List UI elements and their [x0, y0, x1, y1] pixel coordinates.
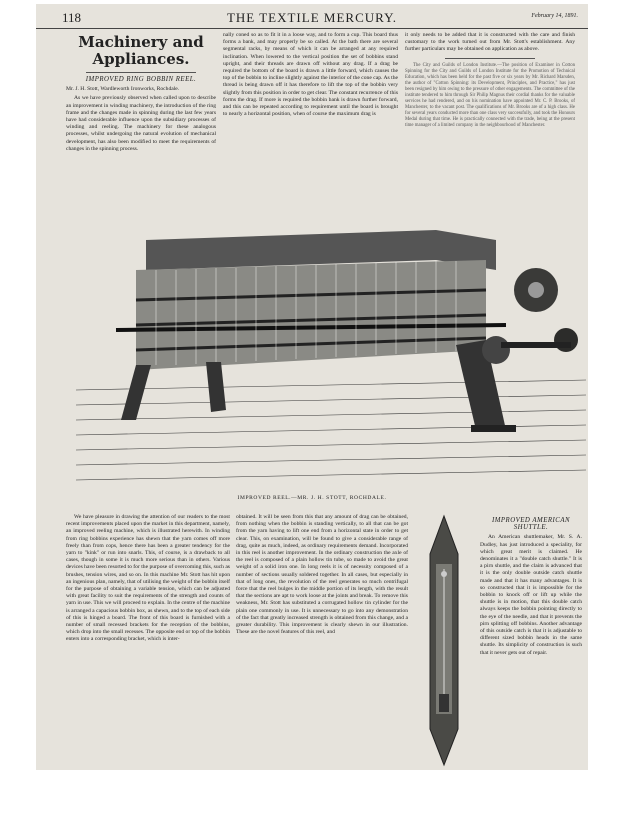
column-1-top	[66, 32, 216, 214]
article-heading: IMPROVED RING BOBBIN REEL.	[85, 76, 197, 83]
divider	[445, 58, 535, 59]
institute-notice: The City and Guilds of London Institute.—The position of Examiner in Cotton Spinning for the City and Guilds of London Institute for the Promotion of Technical Education, which has been held for the past five or six years by Mr. Richard Marsden, the author of "Cotton Spinning: its Development, Principles, and Practice," has just been resigned by him owing to the pressure of other engagements. The committee of the institute tendered to him through Sir Philip Magnus their cordial thanks for the valuable services he had rendered, and on his nomination have appointed Mr. C. P. Brooks, of Manchester, to the vacant post. The qualifications of Mr. Brooks are of a high class. He for several years conducted more than one class very successfully, and took the Honours Medal during that time. He is practically connected with the trade, being at the present time manager of a limited company in the neighbourhood of Manchester.	[405, 62, 575, 128]
figure-caption: IMPROVED REEL.—MR. J. H. STOTT, ROCHDALE.	[237, 495, 387, 501]
article-paragraph: We have pleasure in drawing the attention of our readers to the most recent improvements placed upon the market in this department, namely, an improved reeling machine, which is illustrated herewith. In winding from ring bobbins experience has shewn that the yarn comes off more freely than from cops, hence there has been a greater tendency for the yarn to "kink" or run into snarls. This, of course, is a drawback to all cases, though in some it is much more serious than in others. Various devices have been resorted to for the purpose of overcoming this, such as brushes, tension wires, and so on. In this machine Mr. Stott has hit upon an ingenious plan, namely, that of utilising the weight of the bobbin itself for the purpose of obtaining a variable tension, which can be adjusted with great facility to suit the requirements of the strength and counts of yarn in use. This we will proceed to explain. In the centre of the machine is arranged a capacious bobbin box, as shewn, and to the top of each side of this is hinged a board. The front of this board is furnished with a number of small recessed brackets for the reception of the bobbins, which drop into the small recesses. The opposite end or top of the bobbin enters into a corresponding bracket, which is inter-	[66, 514, 230, 643]
article-paragraph: nally coned so as to fit it in a loose way, and to form a cup. This board thus forms a bank, and may properly be so called. At the bath there are several segmental racks, by means of which it can be arranged at any required inclination. When lowered to the vertical position the set of bobbins stand upright, and their threads are drawn off without any drag. If a drag be required the bottom of the board is drawn a little forward, which causes the top of the bobbin to incline slightly against the interior of the cone cap. As the thread is being drawn off it has therefore to lift the top of the bobbin very slightly from this position in order to get clear. The constant recurrence of this forms the drag. If more is required the bobbin bank is drawn further forward, and this can be repeated according to requirement until the board is brought to nearly a horizontal position, when of course the maximum drag is	[223, 32, 398, 118]
article-paragraph: An American shuttlemaker, Mr. S. A. Dudley, has just introduced a speciality, for which great merit is claimed. He denominates it a "double catch shuttle." It is a pirn shuttle, and the claim is advanced that it is the only double outside catch shuttle made and that it has many advantages. It is so constructed that it is impossible for the bobbin to knock off or lift up while the shuttle is in motion, that this double catch always keeps the bobbin pointing directly to the eye of the needle, and that it prevents the pirn splitting off bobbins. Another advantage of this outside catch is that it is adjustable to different sized bobbin heads in the same shuttle. Its simplicity of construction is such that it never gets out of repair.	[480, 534, 582, 656]
page-number: 118	[62, 10, 82, 25]
column-2-top	[223, 32, 398, 214]
newspaper-page	[36, 4, 588, 770]
column-1-bottom	[66, 514, 230, 769]
article-byline: Mr. J. H. Stott, Wardleworth Ironworks, Rochdale.	[66, 86, 180, 93]
column-2-bottom	[236, 514, 408, 769]
divider	[86, 72, 196, 73]
column-3-top	[405, 32, 575, 214]
article-paragraph: As we have previously observed when called upon to describe an improvement in winding machinery, the introduction of the ring frame and the changes made in spinning during the last few years have had considerable influence upon the subsidiary processes of winding and reeling. The machinery for these analogous processes, whilst undergoing the natural evolution of mechanical development, has also been modified to meet the requirements of changes in the spinning process.	[66, 95, 216, 152]
section-title	[66, 34, 216, 68]
journal-title: THE TEXTILE MERCURY.	[226, 10, 398, 25]
issue-date: February 14, 1891.	[531, 13, 578, 19]
reel-machine-illustration	[76, 230, 586, 488]
machine-frame	[116, 230, 506, 370]
section-title-line-2: Appliances.	[92, 50, 190, 68]
section-title-line-1: Machinery and	[78, 33, 204, 51]
article-paragraph: obtained. It will be seen from this that any amount of drag can be obtained, from nothing when the bobbin is standing vertically, to all that can be got from the yarn having to lift one end from a horizontal state in order to get clear. This, on examination, will be found to give a considerable range of drag, quite as much, indeed, as ordinary requirements demand. Incorporated in this reel is another improvement. In the ordinary construction the axle of the reel is composed of a plain hollow tin tube, so made to avoid the great weight of a solid iron one. In long reels it is of necessity composed of a number of sections usually soldered together. In all cases, but especially in that of long ones, the revolution of the reel generates so much centrifugal force that the reel bulges in the middle portion of its length, with the result that the sections are apt to work loose at the joints and break. To remove this weakness, Mr. Stott has substituted a corrugated hollow tin cylinder for the plain one commonly in use. It is unnecessary to go into any demonstration of the fact that greatly increased strength is obtained from this change, and a greater durability. This improvement is clearly shewn in our illustration. These are the novel features of this reel, and	[236, 514, 408, 636]
column-3-bottom	[480, 514, 582, 769]
page-header	[36, 8, 588, 29]
gear-mechanism	[482, 268, 578, 364]
shuttle-illustration	[414, 514, 474, 767]
article-closing-paragraph: it only needs to be added that it is constructed with the care and finish customary to the work turned out from Mr. Stott's establishment. Any further particulars may be obtained on application as above.	[405, 32, 575, 53]
article-heading: IMPROVED AMERICAN SHUTTLE.	[491, 517, 571, 532]
